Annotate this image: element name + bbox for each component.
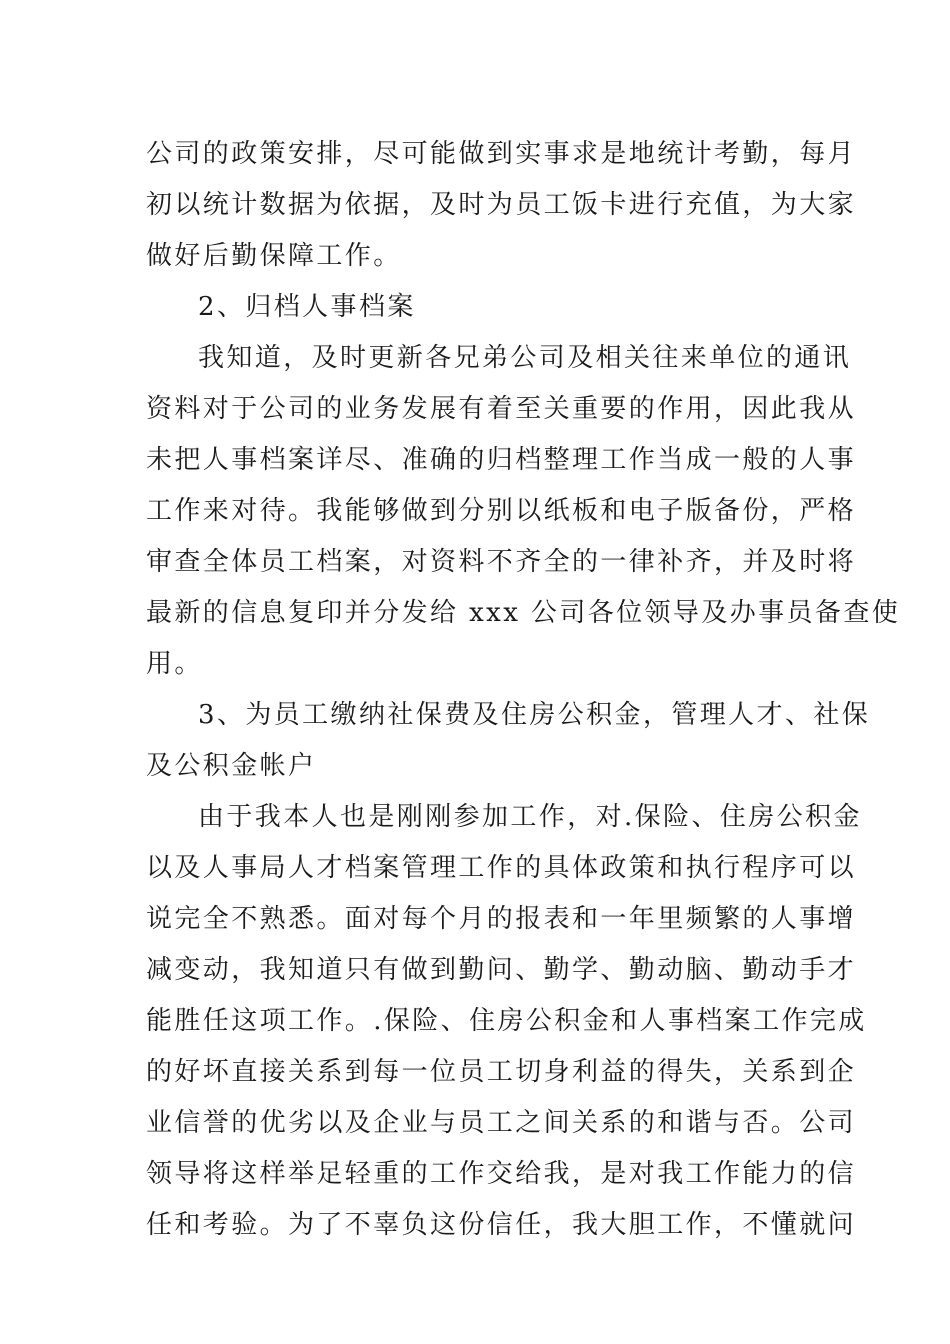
text-line: 用。 <box>146 649 203 679</box>
text-line: 及公积金帐户 <box>146 751 317 781</box>
text-line: 以及人事局人才档案管理工作的具体政策和执行程序可以 <box>146 853 857 883</box>
paragraph-p3 <box>146 792 867 1251</box>
text-line: 任和考验。为了不辜负这份信任，我大胆工作，不懂就问 <box>146 1210 857 1240</box>
document-body <box>146 129 901 1251</box>
text-line: 未把人事档案详尽、准确的归档整理工作当成一般的人事 <box>146 445 857 475</box>
paragraph-p1 <box>146 129 857 282</box>
text-line: 我知道，及时更新各兄弟公司及相关往来单位的通讯 <box>198 343 852 373</box>
text-line: 减变动，我知道只有做到勤问、勤学、勤动脑、勤动手才 <box>146 955 857 985</box>
text-line: 做好后勤保障工作。 <box>146 241 402 271</box>
section-heading-3 <box>146 690 871 792</box>
text-line: 领导将这样举足轻重的工作交给我，是对我工作能力的信 <box>146 1159 857 1189</box>
text-line: 由于我本人也是刚刚参加工作，对.保险、住房公积金 <box>198 802 862 832</box>
text-line: 2、归档人事档案 <box>198 292 416 322</box>
text-line: 初以统计数据为依据，及时为员工饭卡进行充值，为大家 <box>146 190 857 220</box>
text-line: 3、为员工缴纳社保费及住房公积金，管理人才、社保 <box>198 700 871 730</box>
text-line: 业信誉的优劣以及企业与员工之间关系的和谐与否。公司 <box>146 1108 857 1138</box>
paragraph-p2 <box>146 333 901 690</box>
text-line: 能胜任这项工作。.保险、住房公积金和人事档案工作完成 <box>146 1006 867 1036</box>
text-line: 说完全不熟悉。面对每个月的报表和一年里频繁的人事增 <box>146 904 857 934</box>
text-line: 公司的政策安排，尽可能做到实事求是地统计考勤，每月 <box>146 139 857 169</box>
text-line: 最新的信息复印并分发给 xxx 公司各位领导及办事员备查使 <box>146 598 901 628</box>
text-line: 工作来对待。我能够做到分别以纸板和电子版备份，严格 <box>146 496 857 526</box>
section-heading-2 <box>146 282 806 333</box>
text-line: 资料对于公司的业务发展有着至关重要的作用，因此我从 <box>146 394 857 424</box>
text-line: 审查全体员工档案，对资料不齐全的一律补齐，并及时将 <box>146 547 857 577</box>
text-line: 的好坏直接关系到每一位员工切身利益的得失，关系到企 <box>146 1057 857 1087</box>
